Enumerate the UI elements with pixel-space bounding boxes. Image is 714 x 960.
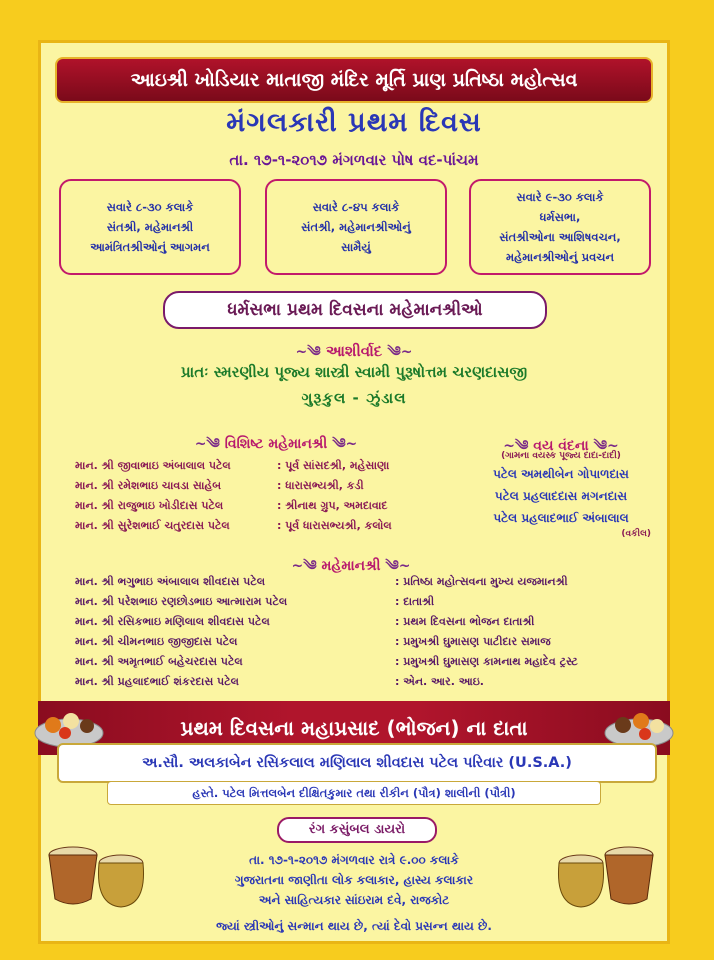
dayro-line: અને સાહિત્યકાર સાંઇરામ દવે, રાજકોટ <box>258 893 450 907</box>
ashirvad-place: ગુરૂકુલ - ઝુંડાલ <box>301 389 407 407</box>
mehman-role: : પ્રતિષ્ઠા મહોત્સવના મુખ્ય યજમાનશ્રી <box>395 575 568 588</box>
swirl-ornament-icon: ~༄ <box>295 344 321 360</box>
vishisht-role: : પૂર્વ સાંસદશ્રી, મહેસાણા <box>277 459 390 472</box>
schedule-box-1 <box>59 179 241 275</box>
mehman-name: માન. શ્રી પરેશભાઇ રણછોડભાઇ આત્મારામ પટેલ <box>75 595 288 608</box>
tabla-drum-icon <box>43 833 151 913</box>
mehman-role: : પ્રથમ દિવસના ભોજન દાતાશ્રી <box>395 615 535 628</box>
tabla-drum-icon <box>551 833 659 913</box>
schedule-3-time: સવારે ૯-૩૦ કલાકે <box>516 190 604 204</box>
day-date: તા. ૧૭-૧-૨૦૧૭ મંગળવાર પોષ વદ-પાંચમ <box>229 151 479 169</box>
invitation-card <box>38 40 670 944</box>
vay-vandana-name: પટેલ પ્રહલાદદાસ મગનદાસ <box>494 489 628 503</box>
mehman-role: : પ્રમુખશ્રી ઘુમાસણ કામનાથ મહાદેવ ટ્રસ્ટ <box>395 655 578 668</box>
dayro-label: રંગ કસુંબલ ડાયરો <box>277 817 437 843</box>
vishisht-name: માન. શ્રી સુરેશભાઈ ચતુરદાસ પટેલ <box>75 519 230 532</box>
vishisht-role: : શ્રીનાથ ગ્રુપ, અમદાવાદ <box>277 499 388 512</box>
vay-vandana-label: વય વંદના <box>533 438 589 454</box>
ashirvad-label: આશીર્વાદ <box>325 342 383 360</box>
schedule-1-line: સંતશ્રી, મહેમાનશ્રી <box>106 220 194 234</box>
vishisht-role: : પૂર્વ ધારાસભ્યશ્રી, કલોલ <box>277 519 392 532</box>
swirl-ornament-icon: ༄~ <box>332 436 358 452</box>
dayro-line: તા. ૧૭-૧-૨૦૧૭ મંગળવાર રાત્રે ૯.૦૦ કલાકે <box>249 853 459 867</box>
prasad-donor: અ.સૌ. અલકાબેન રસિકલાલ મણિલાલ શીવદાસ પટેલ પરિવાર (U.S.A.) <box>57 743 657 783</box>
mehman-label: મહેમાનશ્રી <box>321 558 381 574</box>
swirl-ornament-icon: ༄~ <box>593 438 619 454</box>
festival-banner: આઇશ્રી ખોડિયાર માતાજી મંદિર મૂર્તિ પ્રાણ પ્રતિષ્ઠા મહોત્સવ <box>55 57 653 103</box>
vishisht-name: માન. શ્રી જીવાભાઇ અંબાલાલ પટેલ <box>75 459 231 472</box>
vishisht-role: : ધારાસભ્યશ્રી, કડી <box>277 479 364 492</box>
day-title: મંગલકારી પ્રથમ દિવસ <box>226 107 482 138</box>
schedule-box-3 <box>469 179 651 275</box>
schedule-2-line: સંતશ્રી, મહેમાનશ્રીઓનું <box>301 220 411 234</box>
mehman-name: માન. શ્રી પ્રહલાદભાઈ શંકરદાસ પટેલ <box>75 675 239 688</box>
swirl-ornament-icon: ༄~ <box>387 344 413 360</box>
vay-vandana-sub: (ગામના વયસ્ક પૂજ્ય દાદા-દાદી) <box>501 451 621 461</box>
swirl-ornament-icon: ༄~ <box>385 558 411 574</box>
ashirvad-saint: પ્રાતઃ સ્મરણીય પૂજ્ય શાસ્ત્રી સ્વામી પુરૂષોત્તમ ચરણદાસજી <box>180 363 528 381</box>
guests-heading: ધર્મસભા પ્રથમ દિવસના મહેમાનશ્રીઓ <box>163 291 547 329</box>
swirl-ornament-icon: ~༄ <box>503 438 529 454</box>
prasad-title: પ્રથમ દિવસના મહાપ્રસાદ (ભોજન) ના દાતા <box>180 716 528 740</box>
footer-quote: જ્યાં સ્ત્રીઓનું સન્માન થાય છે, ત્યાં દેવો પ્રસન્ન થાય છે. <box>216 919 492 933</box>
vay-vandana-note: (વકીલ) <box>621 529 651 539</box>
swirl-ornament-icon: ~༄ <box>291 558 317 574</box>
swirl-ornament-icon: ~༄ <box>194 436 220 452</box>
prasad-hasta: હસ્તે. પટેલ મિત્તલબેન દીક્ષિતકુમાર તથા રીકીન (પૌત્ર) શાલીની (પૌત્રી) <box>107 781 601 805</box>
schedule-box-2 <box>265 179 447 275</box>
schedule-2-time: સવારે ૮-૪૫ કલાકે <box>312 200 400 214</box>
mehman-name: માન. શ્રી અમૃતભાઈ બહેચરદાસ પટેલ <box>75 655 243 668</box>
schedule-3-line: મહેમાનશ્રીઓનું પ્રવચન <box>505 250 615 264</box>
vay-vandana-name: પટેલ અમથીબેન ગોપાળદાસ <box>493 467 629 481</box>
schedule-2-line: સામૈયું <box>341 240 371 254</box>
dayro-line: ગુજરાતના જાણીતા લોક કલાકાર, હાસ્ય કલાકાર <box>234 873 474 887</box>
mehman-role: : એન. આર. આઇ. <box>395 675 484 688</box>
mehman-name: માન. શ્રી ભગુભાઇ અંબાલાલ શીવદાસ પટેલ <box>75 575 266 588</box>
mehman-name: માન. શ્રી ચીમનભાઇ જીજીદાસ પટેલ <box>75 635 238 648</box>
schedule-1-line: આમંત્રિતશ્રીઓનું આગમન <box>90 240 210 254</box>
vishisht-label: વિશિષ્ટ મહેમાનશ્રી <box>224 436 328 452</box>
schedule-3-line: ધર્મસભા, <box>539 210 581 224</box>
schedule-3-line: સંતશ્રીઓના આશિષવચન, <box>499 230 621 244</box>
mehman-role: : પ્રમુખશ્રી ઘુમાસણ પાટીદાર સમાજ <box>395 635 551 648</box>
vishisht-name: માન. શ્રી રાજુભાઇ ખોડીદાસ પટેલ <box>75 499 224 512</box>
vay-vandana-name: પટેલ પ્રહલાદભાઈ અંબાલાલ <box>493 511 629 525</box>
vishisht-name: માન. શ્રી રમેશભાઇ ચાવડા સાહેબ <box>75 479 222 492</box>
schedule-1-time: સવારે ૮-૩૦ કલાકે <box>106 200 194 214</box>
mehman-name: માન. શ્રી રસિકભાઇ મણિલાલ શીવદાસ પટેલ <box>75 615 270 628</box>
vay-vandana-heading <box>471 429 651 469</box>
mehman-role: : દાતાશ્રી <box>395 595 435 608</box>
